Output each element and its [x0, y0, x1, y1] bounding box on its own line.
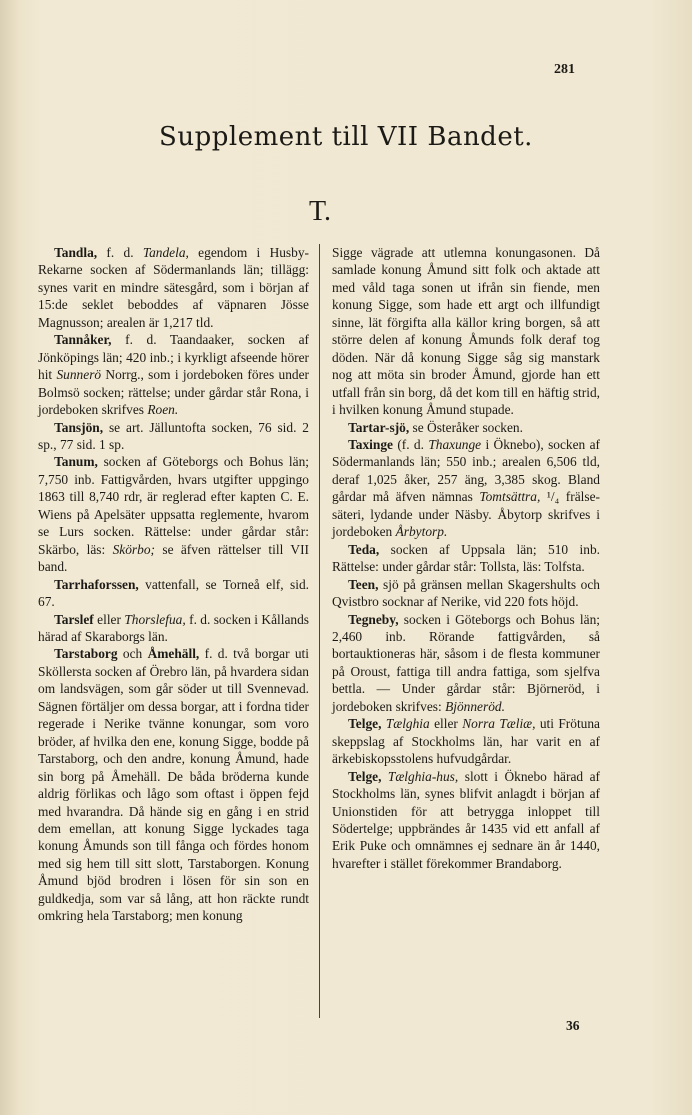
signature-mark: 36: [566, 1018, 580, 1033]
entry-headword: Tandla,: [54, 245, 98, 260]
entry-italic: Tælghia-hus,: [387, 768, 459, 784]
entry-text: f. d. två borgar uti Sköllersta socken af Örebro län, på hvardera sidan om landsvägen, som går söder ut till Svennevad. Sägnen förtäljer om dessa borgar, att i fordna tider regerade i Nerike tvänne konungar, som voro bröder, af hvilka den ene, konung Sigge, bodde på Tarstaborg, och den andre, konung Åmund, hade sin borg på Åmehäll. De båda bröderna kunde aldrig förlikas och lågo som oftast i öppen fejd med hvarandra. Då hände sig en gång i en strid dem emellan, att konung Sigge lyckades taga konung Åmunds son till fånga och fördes honom med sig hem till sitt slott, Tarstaborgen. Konung Åmund bjöd brodren i lösen för sin son en guldkedja, som var så lång, att hon räckte rundt omkring hela Tarstaborg; men konung: [38, 646, 309, 924]
entry-italic: Årbytorp.: [395, 524, 448, 540]
entry-text: f. d. socken i Kållands härad af Skaraborgs län.: [38, 611, 310, 644]
entry-text: vattenfall, se Torneå elf, sid. 67.: [38, 576, 309, 610]
entry-text: sjö på gränsen mellan Skagershults och Qvistbro socknar af Nerike, vid 220 fots höjd.: [332, 576, 600, 610]
entry-text: egendom i Husby-Rekarne socken af Södermanlands län; tillägg: synes varit en mindre sätesgård, som i början af 15:de seklet beboddes af väpnaren Jösse Magnusson; arealen är 1,217 tld.: [38, 245, 309, 330]
entry-paragraph: [38, 331, 309, 418]
entry-text: slott i Öknebo härad af Stockholms län, synes blifvit anlagdt i början af Unionstiden för att betrygga inloppet till Södertelge; uppbrändes år 1435 vid ett anfall af Erik Puke och omnämnes ej sednare än år 1440, hvarefter i stället förekommer Brandaborg.: [332, 768, 600, 871]
entry-headword: Tarrhaforssen,: [54, 576, 139, 592]
entry-headword: Tartar-sjö,: [348, 419, 410, 435]
page-title: Supplement till VII Bandet.: [159, 122, 533, 152]
entry-paragraph: [332, 419, 600, 436]
right-column: [332, 244, 600, 872]
entry-italic: Sunnerö: [56, 367, 102, 383]
entry-text: eller: [93, 611, 125, 627]
entry-headword: Teda,: [348, 541, 380, 557]
entry-text: Norrg., som i jordeboken föres under Bolmsö socken; rättelse; under gårdar står Rona, i jordeboken skrifves: [38, 367, 310, 418]
entry-paragraph: [332, 768, 600, 873]
entry-text: f. d. Taandaaker, socken af Jönköpings län; 420 inb.; i kyrkligt afseende hörer hit: [38, 332, 309, 383]
entry-paragraph: [332, 541, 600, 576]
entry-headword: Tannåker,: [54, 332, 112, 348]
entry-text: uti Frötuna skeppslag af Stockholms län, har varit en af ärkebiskopsstolens hufvudgårdar.: [332, 716, 600, 767]
column-divider: [319, 244, 320, 1018]
entry-italic: Tandela,: [142, 245, 189, 260]
entry-paragraph: [332, 244, 600, 419]
entry-text: (f. d.: [392, 436, 429, 452]
entry-paragraph: [332, 576, 600, 611]
entry-paragraph: [38, 645, 309, 924]
entry-text: och: [117, 646, 148, 662]
entry-paragraph: [38, 453, 309, 575]
entry-headword: Tansjön,: [54, 419, 104, 435]
entry-paragraph: [38, 244, 309, 331]
entry-paragraph: [332, 715, 600, 767]
entry-headword: Tarslef: [54, 611, 94, 627]
entry-headword: Tegneby,: [348, 611, 399, 627]
entry-text: socken i Göteborgs och Bohus län; 2,460 inb. Rörande fattigvården, så bortauktioneras här, såsom i de flesta kommuner på Oroust, fattiga till andra fattiga, som sjelfva bettla. — Under gårdar står: Björneröd, i jordeboken skrifves:: [332, 611, 600, 714]
entry-text: socken af Göteborgs och Bohus län; 7,750 inb. Fattigvården, hvars utgifter uppgingo 1863 till 8,740 rdr, är reglerad efter kapten C. E. Wiens på Apelsäter uppsatta reglemente, hvarom se Lurs socken. Rättelse: under gårdar står: Skärbo, läs:: [38, 454, 309, 557]
entry-paragraph: [332, 611, 600, 716]
entry-text: i Öknebo), socken af Södermanlands län; 550 inb.; arealen 6,506 tld, deraf 1,025 åker, 257 äng, 3,385 skog. Bland gårdar må äfven nämnas: [332, 436, 600, 505]
entry-text: socken af Uppsala län; 510 inb. Rättelse: under gårdar står: Tollsta, läs: Tolfsta.: [332, 541, 600, 575]
entry-paragraph: [332, 436, 600, 541]
section-letter: T.: [308, 196, 332, 227]
entry-paragraph: [38, 611, 309, 646]
entry-headword: Åmehäll,: [147, 646, 200, 662]
entry-italic: Skörbo;: [112, 541, 155, 557]
entry-headword: Telge,: [348, 716, 382, 732]
entry-italic: Thorslefua,: [124, 611, 186, 627]
left-column: [38, 244, 309, 925]
entry-paragraph: [38, 419, 309, 454]
entry-italic: Tælghia: [385, 716, 430, 732]
entry-text: Sigge vägrade att utlemna konungasonen. Då samlade konung Åmund sitt folk och aktade att med våld taga sonen ut ifrån sin fiende, men konung Sigge, som hade ett argt och illfundigt sinne, lät förgifta alla källor kring borgen, så att större delen af konung Åmunds folk deraf tog döden. När då konung Sigge såg sig manstark nog att möta sin broder Åmund, gjorde han ett utfall från sin borg, då det kom till en häftig strid, i hvilken konung Åmund stupade.: [332, 245, 600, 418]
entry-text: se äfven rättelser till VII band.: [38, 541, 310, 575]
entry-text: ¹/₄ frälse-säteri, lydande under Näsby. Åbytorp skrifves i jordeboken: [332, 489, 600, 540]
entry-text: se Österåker socken.: [409, 419, 523, 435]
entry-italic: Bjönneröd.: [445, 698, 505, 714]
entry-italic: Thaxunge: [428, 436, 482, 452]
entry-headword: Teen,: [348, 576, 379, 592]
entry-text: f. d.: [97, 245, 143, 260]
entry-paragraph: [38, 576, 309, 611]
entry-headword: Tarstaborg: [54, 646, 118, 662]
entry-headword: Tanum,: [54, 454, 98, 470]
entry-italic: Norra Tæliæ,: [462, 716, 536, 732]
entry-headword: Taxinge: [348, 436, 393, 452]
entry-italic: Roen.: [147, 402, 179, 418]
entry-headword: Telge,: [348, 768, 382, 784]
entry-italic: Tomtsättra,: [479, 489, 541, 505]
entry-text: eller: [429, 716, 463, 732]
page-number: 281: [554, 62, 575, 77]
entry-text: se art. Jälluntofta socken, 76 sid. 2 sp., 77 sid. 1 sp.: [38, 419, 309, 452]
